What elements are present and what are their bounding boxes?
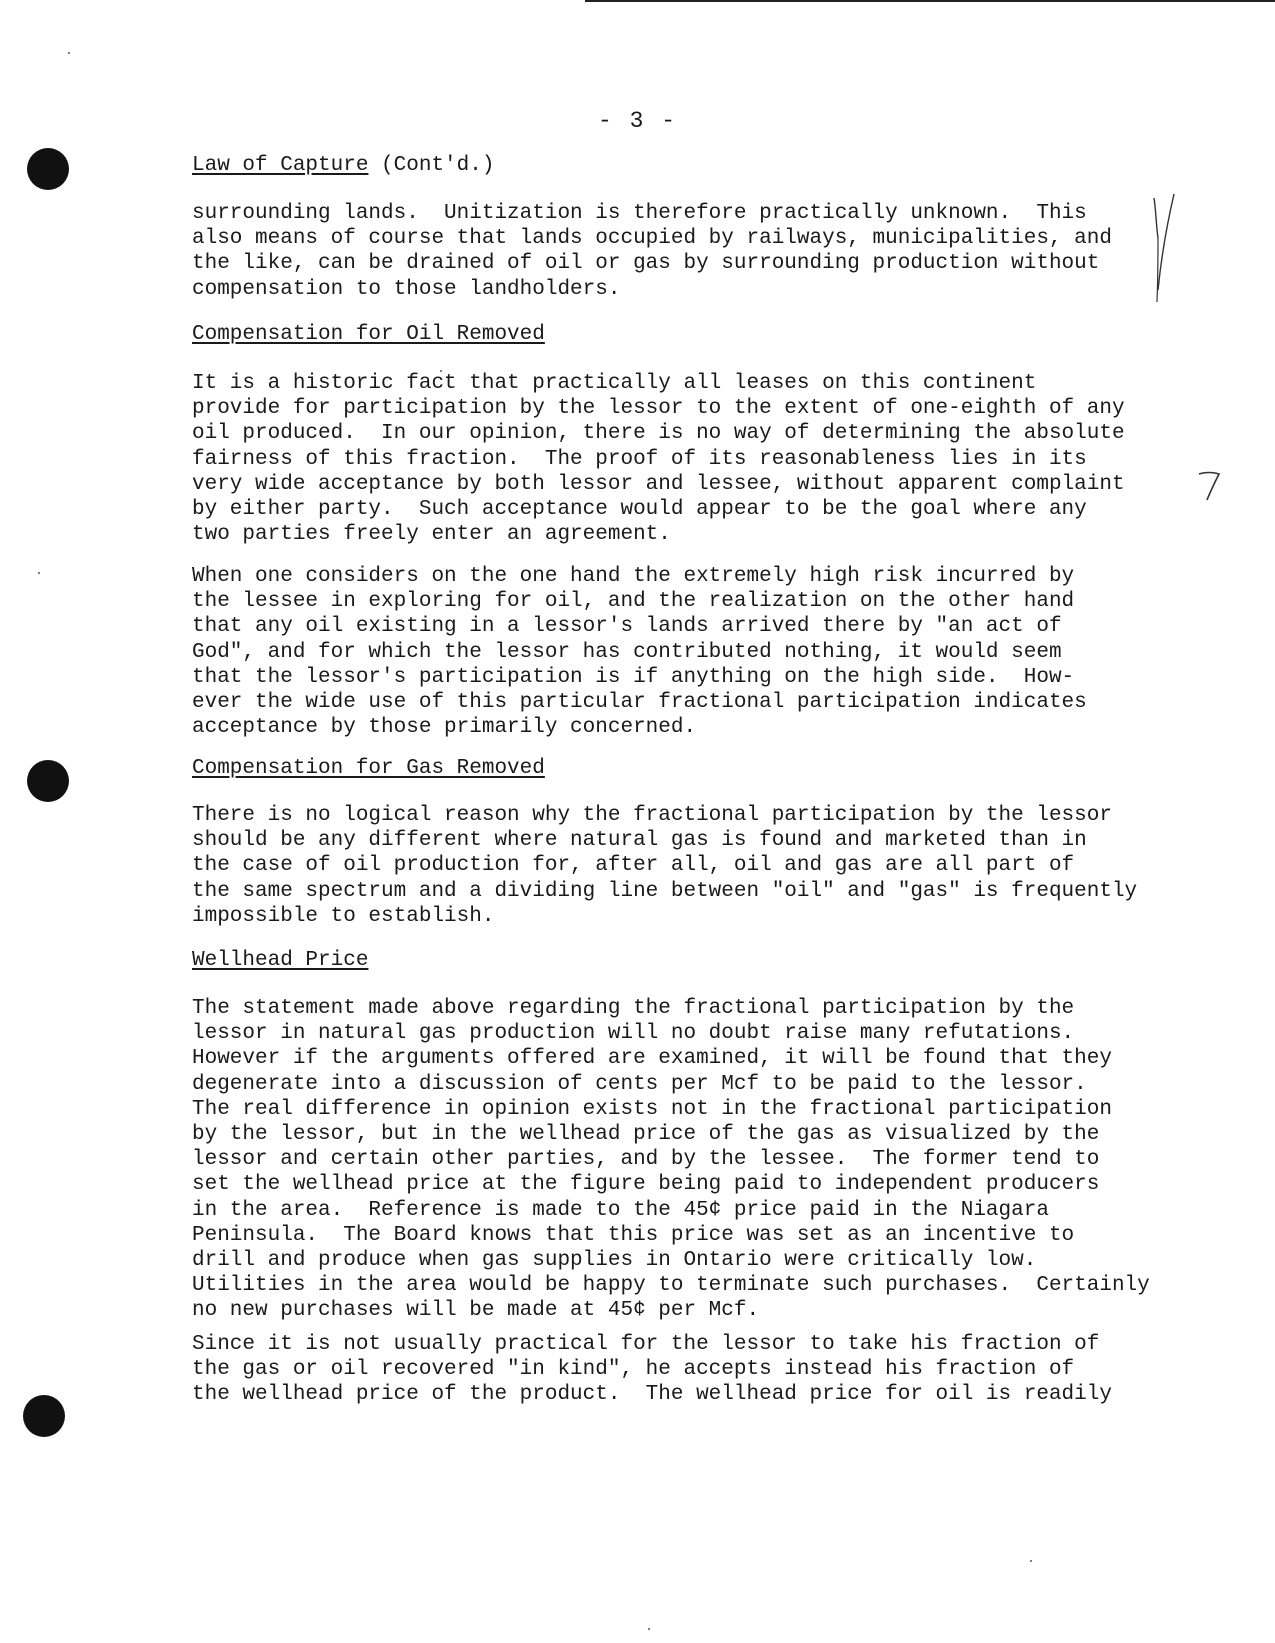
- paragraph-oil-removed-2: When one considers on the one hand the extremely high risk incurred by the lessee in exploring for oil, and the realization on the other hand that any oil existing in a lessor's lands arrived there by "an act of God", and for which the lessor has contributed nothing, it would seem that the lessor's participation is if anything on the high side. How- ever the wide use of this particular fractional participation indicates acceptance by those primarily concerned.: [192, 565, 1087, 740]
- speck: [648, 1628, 650, 1630]
- speck: [38, 572, 40, 574]
- punch-hole-top: [27, 148, 69, 190]
- paragraph-wellhead-price-2: Since it is not usually practical for the lessor to take his fraction of the gas or oil recovered "in kind", he accepts instead his fraction of the wellhead price of the product. The wellhead price for oil is readily: [192, 1333, 1112, 1407]
- heading-gas-removed-title: Compensation for Gas Removed: [192, 757, 545, 780]
- margin-seven-mark: [1195, 468, 1225, 504]
- heading-law-of-capture-title: Law of Capture: [192, 154, 369, 177]
- punch-hole-middle: [27, 760, 69, 802]
- paragraph-law-of-capture: surrounding lands. Unitization is therefore practically unknown. This also means of course that lands occupied by railways, municipalities, and the like, can be drained of oil or gas by surrounding production without compensation to those landholders.: [192, 202, 1112, 301]
- paragraph-wellhead-price-1: The statement made above regarding the fractional participation by the lessor in natural gas production will no doubt raise many refutations. However if the arguments offered are examined, it will be found that they degenerate into a discussion of cents per Mcf to be paid to the lessor. The real difference in opinion exists not in the fractional participation by the lessor, but in the wellhead price of the gas as visualized by the lessor and certain other parties, and by the lessee. The former tend to set the wellhead price at the figure being paid to independent producers in the area. Reference is made to the 45¢ price paid in the Niagara Peninsula. The Board knows that this price was set as an incentive to drill and produce when gas supplies in Ontario were critically low. Utilities in the area would be happy to terminate such purchases. Certainly no new purchases will be made at 45¢ per Mcf.: [192, 997, 1150, 1323]
- heading-wellhead-price-title: Wellhead Price: [192, 949, 369, 972]
- heading-law-of-capture-suffix: (Cont'd.): [368, 154, 495, 177]
- page-number: - 3 -: [597, 108, 677, 134]
- heading-law-of-capture: [192, 153, 494, 178]
- heading-wellhead-price: [192, 948, 368, 973]
- top-border-line: [585, 0, 1275, 2]
- paragraph-gas-removed: There is no logical reason why the fractional participation by the lessor should be any different where natural gas is found and marketed than in the case of oil production for, after all, oil and gas are all part of the same spectrum and a dividing line between "oil" and "gas" is frequently impossible to establish.: [192, 804, 1138, 928]
- paragraph-oil-removed-1: It is a historic fact that practically all leases on this continent provide for participation by the lessor to the extent of one-eighth of any oil produced. In our opinion, there is no way of determining the absolute fairness of this fraction. The proof of its reasonableness lies in its very wide acceptance by both lessor and lessee, without apparent complaint by either party. Such acceptance would appear to be the goal where any two parties freely enter an agreement.: [192, 372, 1125, 547]
- speck: [440, 370, 442, 372]
- speck: [68, 52, 70, 54]
- heading-oil-removed: [192, 322, 545, 347]
- heading-gas-removed: [192, 756, 545, 781]
- margin-check-mark: [1150, 190, 1180, 310]
- speck: [1030, 1560, 1032, 1562]
- punch-hole-bottom: [23, 1395, 65, 1437]
- heading-oil-removed-title: Compensation for Oil Removed: [192, 323, 545, 346]
